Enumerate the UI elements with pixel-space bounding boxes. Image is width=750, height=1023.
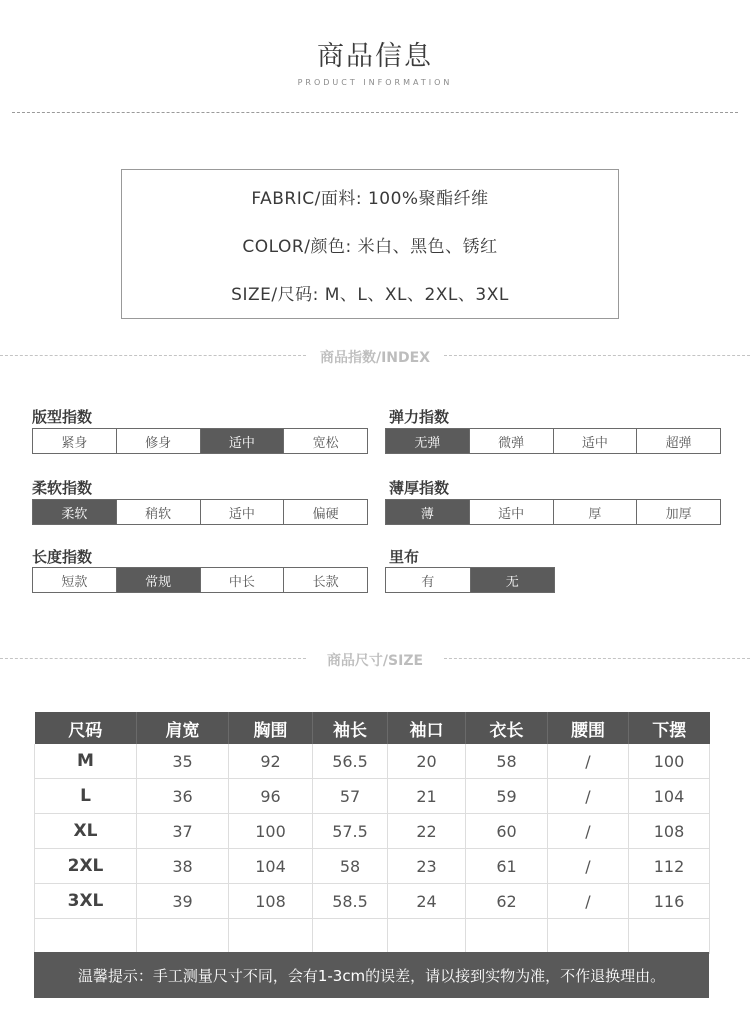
color-line: COLOR/颜色: 米白、黑色、锈红 [242, 237, 498, 257]
measurement-cell: 39 [137, 884, 229, 919]
measurement-cell: 23 [388, 849, 466, 884]
measurement-cell: 59 [466, 779, 548, 814]
column-header: 尺码 [35, 712, 137, 744]
softness-index-bar [32, 499, 368, 525]
index-option-selected: 常规 [117, 568, 201, 592]
size-row [35, 744, 710, 779]
measurement-cell: 60 [466, 814, 548, 849]
measurement-cell: 22 [388, 814, 466, 849]
softness-index-label: 柔软指数 [32, 479, 93, 497]
size-name-cell: M [35, 744, 137, 779]
size-row [35, 814, 710, 849]
measurement-cell: / [548, 744, 629, 779]
index-option: 有 [386, 568, 471, 592]
size-table-body [35, 744, 710, 954]
measurement-cell: 108 [229, 884, 313, 919]
measurement-cell: 57 [313, 779, 388, 814]
measurement-cell: 38 [137, 849, 229, 884]
fit-index-label: 版型指数 [32, 408, 93, 426]
index-option: 长款 [312, 574, 339, 590]
measurement-cell: 20 [388, 744, 466, 779]
size-table [34, 712, 710, 954]
size-row [35, 849, 710, 884]
empty-cell [229, 919, 313, 954]
measurement-cell: 58 [313, 849, 388, 884]
index-option-selected: 柔软 [33, 500, 117, 524]
measurement-cell: 62 [466, 884, 548, 919]
index-option: 修身 [117, 429, 201, 453]
length-index-bar [32, 567, 368, 593]
empty-cell [466, 919, 548, 954]
column-header: 腰围 [548, 712, 629, 744]
index-option-selected: 无 [471, 568, 555, 592]
lining-label: 里布 [389, 548, 420, 566]
index-option: 稍软 [117, 500, 201, 524]
size-name-cell: 2XL [35, 849, 137, 884]
measurement-cell: 104 [629, 779, 710, 814]
empty-cell [388, 919, 466, 954]
length-index-label: 长度指数 [32, 548, 93, 566]
measurement-cell: / [548, 849, 629, 884]
measurement-cell: 57.5 [313, 814, 388, 849]
index-option: 加厚 [665, 506, 692, 522]
size-divider-left [0, 658, 306, 659]
thickness-index-label: 薄厚指数 [389, 479, 450, 497]
page-subtitle: PRODUCT INFORMATION [297, 78, 453, 87]
page-title: 商品信息 [317, 41, 433, 72]
index-option: 适中 [554, 429, 638, 453]
measurement-cell: 36 [137, 779, 229, 814]
measurement-cell: 100 [629, 744, 710, 779]
measurement-cell: 21 [388, 779, 466, 814]
index-option: 紧身 [33, 429, 117, 453]
index-divider-right [444, 355, 750, 356]
index-option: 宽松 [312, 435, 339, 451]
thickness-index-bar [385, 499, 721, 525]
size-table-header-row [35, 712, 710, 744]
measurement-cell: 24 [388, 884, 466, 919]
measurement-cell: 35 [137, 744, 229, 779]
measurement-cell: / [548, 814, 629, 849]
index-option: 偏硬 [312, 506, 339, 522]
size-divider-right [444, 658, 750, 659]
index-option: 中长 [201, 568, 285, 592]
measurement-cell: 61 [466, 849, 548, 884]
empty-cell [629, 919, 710, 954]
index-option: 适中 [470, 500, 554, 524]
empty-cell [313, 919, 388, 954]
index-option: 超弹 [665, 435, 692, 451]
size-note: 温馨提示：手工测量尺寸不同，会有1-3cm的误差，请以接到实物为准，不作退换理由。 [34, 952, 709, 998]
size-section-label: 商品尺寸/SIZE [326, 653, 424, 669]
measurement-cell: / [548, 779, 629, 814]
measurement-cell: 104 [229, 849, 313, 884]
stretch-index-bar [385, 428, 721, 454]
column-header: 袖长 [313, 712, 388, 744]
column-header: 衣长 [466, 712, 548, 744]
measurement-cell: 112 [629, 849, 710, 884]
size-row [35, 884, 710, 919]
measurement-cell: 100 [229, 814, 313, 849]
column-header: 胸围 [229, 712, 313, 744]
empty-cell [35, 919, 137, 954]
stretch-index-label: 弹力指数 [389, 408, 450, 426]
index-option-selected: 薄 [386, 500, 470, 524]
fabric-line: FABRIC/面料: 100%聚酯纤维 [251, 189, 489, 209]
measurement-cell: 56.5 [313, 744, 388, 779]
index-option: 短款 [33, 568, 117, 592]
index-divider-left [0, 355, 306, 356]
index-option: 厚 [554, 500, 638, 524]
index-option: 适中 [201, 500, 285, 524]
size-name-cell: L [35, 779, 137, 814]
measurement-cell: 108 [629, 814, 710, 849]
empty-cell [137, 919, 229, 954]
measurement-cell: 96 [229, 779, 313, 814]
column-header: 袖口 [388, 712, 466, 744]
fit-index-bar [32, 428, 368, 454]
index-option-selected: 适中 [201, 429, 285, 453]
header-divider [12, 112, 738, 113]
column-header: 肩宽 [137, 712, 229, 744]
empty-cell [548, 919, 629, 954]
size-row [35, 779, 710, 814]
measurement-cell: 58.5 [313, 884, 388, 919]
size-line: SIZE/尺码: M、L、XL、2XL、3XL [231, 285, 509, 305]
column-header: 下摆 [629, 712, 710, 744]
measurement-cell: 37 [137, 814, 229, 849]
measurement-cell: 116 [629, 884, 710, 919]
index-option-selected: 无弹 [386, 429, 470, 453]
size-name-cell: XL [35, 814, 137, 849]
measurement-cell: 58 [466, 744, 548, 779]
size-name-cell: 3XL [35, 884, 137, 919]
lining-bar [385, 567, 555, 593]
empty-row [35, 919, 710, 954]
measurement-cell: / [548, 884, 629, 919]
index-section-label: 商品指数/INDEX [319, 350, 431, 366]
index-option: 微弹 [470, 429, 554, 453]
measurement-cell: 92 [229, 744, 313, 779]
